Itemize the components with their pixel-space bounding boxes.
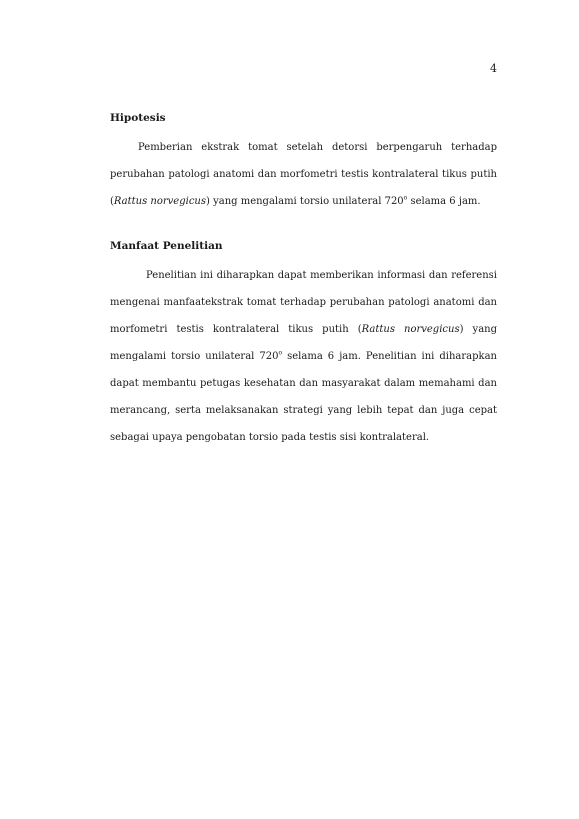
hipotesis-heading: Hipotesis	[110, 112, 166, 124]
page-number: 4	[490, 62, 497, 75]
manfaat-paragraph: Penelitian ini diharapkan dapat memberikan informasi dan referensi mengenai manfaatekstrak tomat terhadap perubahan patologi anatomi dan morfometri testis kontralateral tikus putih (Rattus norvegicus) yang mengalami torsio unilateral 720$^o$ selama 6 jam. Penelitian ini diharapkan dapat membantu petugas kesehatan dan masyarakat dalam memahami dan merancang, serta melaksanakan strategi yang lebih tepat dan juga cepat sebagai upaya pengobatan torsio pada testis sisi kontralateral.	[110, 270, 497, 443]
degree-symbol: o	[403, 194, 408, 202]
manfaat-heading: Manfaat Penelitian	[110, 240, 223, 252]
manfaat-section	[110, 238, 497, 451]
species-name: Rattus norvegicus	[113, 196, 206, 207]
degree-symbol: o	[278, 349, 283, 357]
hipotesis-section	[110, 110, 497, 215]
hipotesis-paragraph: Pemberian ekstrak tomat setelah detorsi berpengaruh terhadap perubahan patologi anatomi dan morfometri testis kontralateral tikus putih (Rattus norvegicus) yang mengalami torsio unilateral 720$^o$ selama 6 jam.	[110, 142, 497, 207]
species-name: Rattus norvegicus	[361, 324, 460, 335]
